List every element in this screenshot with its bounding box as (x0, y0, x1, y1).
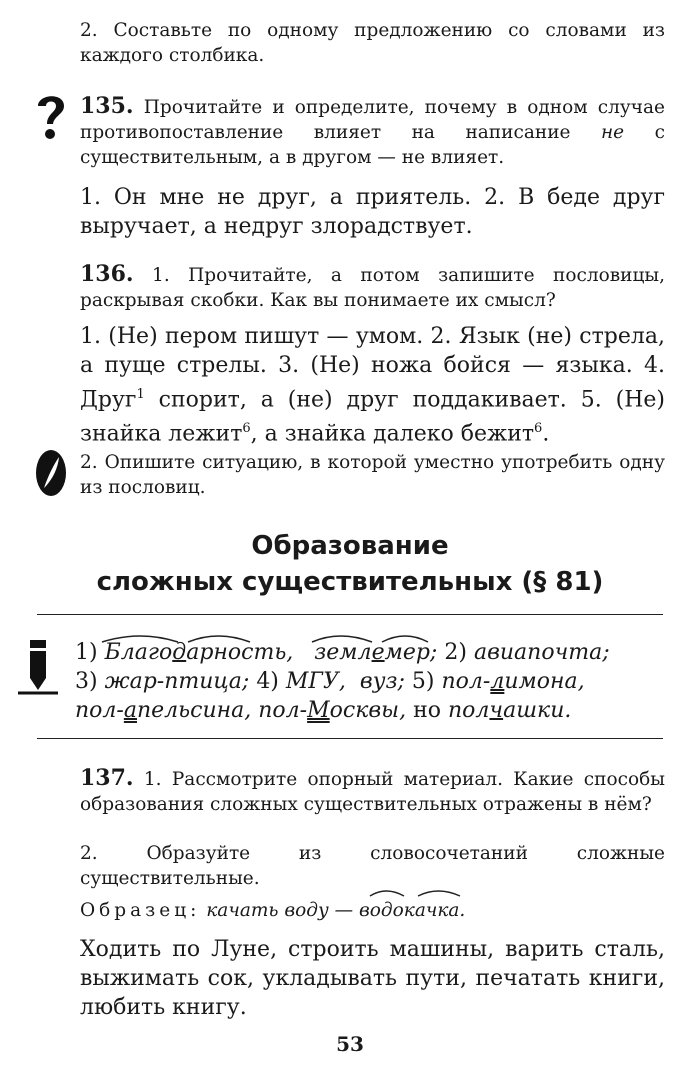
example-word: Благодарность, (104, 640, 294, 665)
exercise-137-task-1: 137. 1. Рассмотрите опорный материал. Какие способы образования сложных существительных отражены в нём? (80, 765, 665, 815)
footnote-mark: 6 (242, 421, 251, 437)
exercise-136-proverbs: 1. (Не) пером пишут — умом. 2. Язык (не) стрела, а пуще стрелы. 3. (Не) ножа бойся — языка. 4. Друг$^1$ спорит, а (не) друг поддакивает. 5. (Не) знайка лежит$^6$, а знайка далеко бежит$^6$. (80, 324, 665, 447)
exercise-137-sample: Образец: качать воду — водокачка. (80, 900, 466, 921)
example-word: МГУ, (285, 669, 346, 694)
exercise-number: 136. (80, 261, 134, 287)
question-mark-icon (34, 92, 68, 146)
pencil-icon (18, 638, 58, 700)
exercise-number: 135. (80, 93, 134, 119)
example-word: полчашки. (447, 698, 572, 723)
exercise-137-text: Ходить по Луне, строить машины, варить сталь, выжимать сок, укладывать пути, печатать книги, любить книгу. (80, 937, 665, 1020)
footnote-mark: 1 (136, 387, 145, 402)
exercise-135-text: 1. Он мне не друг, а приятель. 2. В беде друг выручает, а недруг злорадствует. (80, 185, 665, 239)
morpheme-root-arcs (100, 630, 440, 644)
example-word: пол-лимона, (441, 669, 585, 694)
exercise-number: 137. (80, 765, 134, 791)
section-title-line-2: сложных существительных (§ 81) (96, 567, 604, 597)
quill-writing-icon (34, 448, 68, 502)
example-word: авиапочта; (473, 640, 610, 665)
divider-top (37, 614, 663, 615)
page-number: 53 (336, 1032, 364, 1056)
exercise-136-task-2: 2. Опишите ситуацию, в которой уместно употребить одну из пословиц. (80, 452, 665, 498)
example-word: вуз; (359, 669, 405, 694)
reference-examples: 1) Благодарность, землемер; 2) авиапочта; 3) жар-птица; 4) МГУ, вуз; 5) пол-лимона, пол-апельсина, пол-Москвы, но полчашки. (75, 640, 610, 723)
sample-answer: водокачка. (359, 900, 466, 921)
exercise-136-task: 136. 1. Прочитайте, а потом запишите пословицы, раскрывая скобки. Как вы понимаете их смысл? (80, 261, 665, 311)
example-word: пол-апельсина, (75, 698, 252, 723)
section-title-line-1: Образование (251, 531, 449, 561)
exercise-135-task: 135. Прочитайте и определите, почему в одном случае противопоставление влияет на написание не с существительным, а в другом — не влияет. (80, 93, 665, 168)
exercise-137-task-2: 2. Образуйте из словосочетаний сложные существительные. (80, 843, 665, 889)
divider-bottom (37, 738, 663, 739)
example-word: пол-Москвы, (258, 698, 407, 723)
task-2-columns: 2. Составьте по одному предложению со словами из каждого столбика. (80, 20, 665, 66)
example-word: землемер; (314, 640, 438, 665)
sample-morpheme-arcs (368, 886, 468, 898)
example-word: жар-птица; (104, 669, 250, 694)
footnote-mark: 6 (534, 421, 543, 437)
